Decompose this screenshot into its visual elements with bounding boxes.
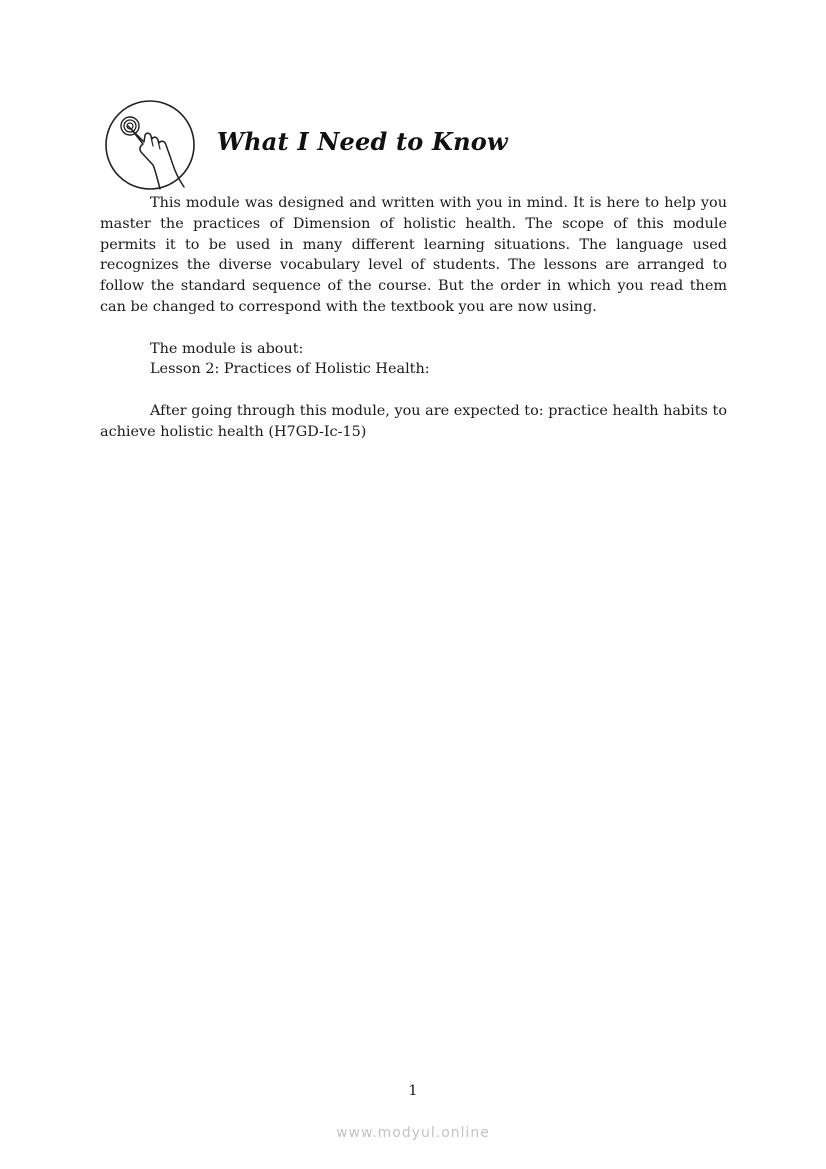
hand-pointing-icon	[104, 99, 196, 191]
objective-paragraph: After going through this module, you are expected to: practice health habits to achieve holistic health (H7GD-Ic-15)	[100, 402, 727, 440]
lesson-title: Lesson 2: Practices of Holistic Health:	[150, 361, 430, 378]
page-number: 1	[408, 1083, 418, 1099]
section-title: What I Need to Know	[217, 127, 508, 156]
intro-paragraph: This module was designed and written with you in mind. It is here to help you master the practices of Dimension of holistic health. The scope of this module permits it to be used in many different learning situations. The language used recognizes the diverse vocabulary level of students. The lessons are arranged to follow the standard sequence of the course. But the order in which you read them can be changed to correspond with the textbook you are now using.	[100, 195, 727, 315]
watermark: www.modyul.online	[336, 1125, 490, 1141]
module-content	[100, 193, 727, 443]
module-about-label: The module is about:	[150, 340, 304, 357]
